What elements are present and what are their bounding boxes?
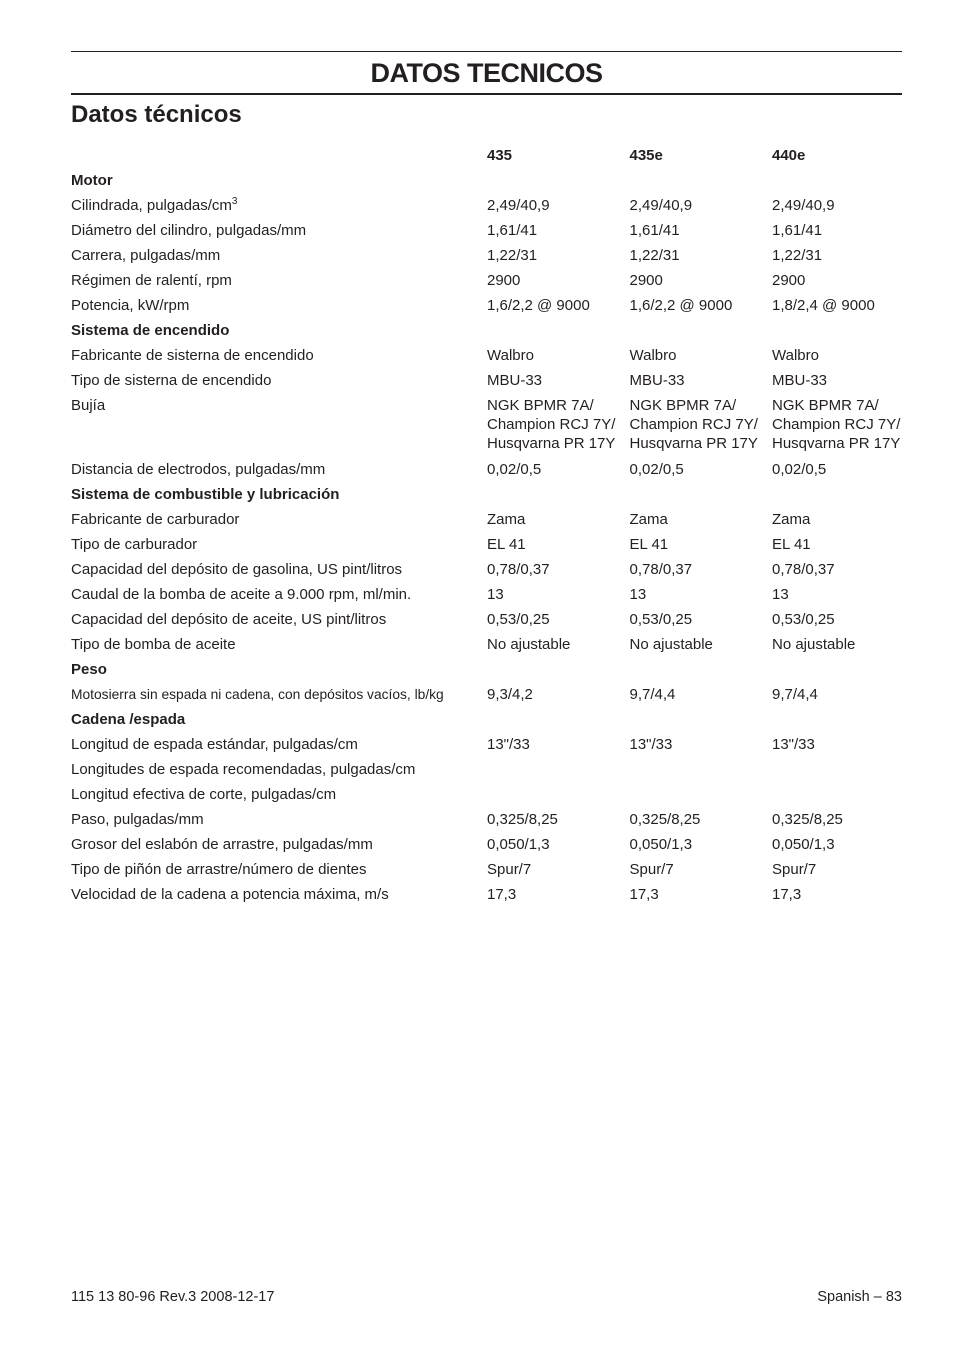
label-text: Potencia, kW/rpm bbox=[71, 297, 190, 314]
spec-value: Spur/7 bbox=[487, 861, 532, 878]
spec-value bbox=[772, 760, 915, 779]
table-row bbox=[71, 393, 902, 457]
spec-label bbox=[71, 835, 487, 854]
spec-value: 1,22/31 bbox=[629, 247, 680, 264]
label-text: Longitudes de espada recomendadas, pulgadas/cm bbox=[71, 761, 416, 778]
spec-value: 0,78/0,37 bbox=[772, 561, 835, 578]
label-text: Caudal de la bomba de aceite a 9.000 rpm, ml/min. bbox=[71, 586, 412, 603]
section-row bbox=[71, 168, 902, 193]
spec-value: 0,050/1,3 bbox=[487, 836, 550, 853]
table-row bbox=[71, 532, 902, 557]
section-label bbox=[71, 660, 487, 679]
spec-value: 2900 bbox=[487, 272, 521, 289]
spec-value: 0,53/0,25 bbox=[629, 611, 693, 628]
spec-value bbox=[487, 785, 630, 804]
table-row bbox=[71, 218, 902, 243]
label-text: Longitud de espada estándar, pulgadas/cm bbox=[71, 736, 358, 753]
header-rule-top bbox=[71, 51, 902, 52]
table-row bbox=[71, 193, 902, 218]
spec-value: 17,3 bbox=[629, 886, 659, 903]
label-text: Régimen de ralentí, rpm bbox=[71, 272, 232, 289]
spec-value: MBU-33 bbox=[772, 372, 828, 389]
spec-value: 2900 bbox=[772, 272, 806, 289]
spec-value: Zama bbox=[772, 511, 811, 528]
spec-value: 2,49/40,9 bbox=[772, 197, 835, 214]
table-row bbox=[71, 343, 902, 368]
table-row bbox=[71, 507, 902, 532]
spec-value: 0,78/0,37 bbox=[629, 561, 693, 578]
table-row bbox=[71, 732, 902, 757]
section-label bbox=[71, 321, 487, 340]
label-text: Paso, pulgadas/mm bbox=[71, 811, 204, 828]
spec-value: 1,61/41 bbox=[629, 222, 680, 239]
spec-value: 1,8/2,4 @ 9000 bbox=[772, 297, 875, 314]
spec-value: 9,7/4,4 bbox=[629, 686, 676, 703]
spec-value: 0,325/8,25 bbox=[772, 811, 843, 828]
spec-label bbox=[71, 271, 487, 290]
spec-value: No ajustable bbox=[629, 636, 713, 653]
table-row bbox=[71, 557, 902, 582]
label-text: Peso bbox=[71, 661, 107, 678]
spec-value: 2,49/40,9 bbox=[629, 197, 693, 214]
spec-value: MBU-33 bbox=[487, 372, 543, 389]
table-row bbox=[71, 857, 902, 882]
spec-value: EL 41 bbox=[772, 536, 811, 553]
spec-value: Walbro bbox=[772, 347, 819, 364]
section-label bbox=[71, 171, 487, 190]
spec-label bbox=[71, 685, 487, 704]
table-row bbox=[71, 368, 902, 393]
spec-value: 2900 bbox=[629, 272, 663, 289]
label-text: Distancia de electrodos, pulgadas/mm bbox=[71, 461, 326, 478]
table-row bbox=[71, 607, 902, 632]
spec-value: EL 41 bbox=[629, 536, 669, 553]
label-superscript: 3 bbox=[231, 196, 238, 207]
spec-value: 1,61/41 bbox=[772, 222, 823, 239]
spec-value: 17,3 bbox=[487, 886, 517, 903]
label-text: Tipo de sisterna de encendido bbox=[71, 372, 272, 389]
spec-table bbox=[71, 143, 902, 907]
spec-value: Zama bbox=[629, 511, 668, 528]
spec-label bbox=[71, 810, 487, 829]
header-rule-bottom bbox=[71, 93, 902, 95]
label-text: Fabricante de sisterna de encendido bbox=[71, 347, 314, 364]
spec-label bbox=[71, 860, 487, 879]
spec-value: EL 41 bbox=[487, 536, 526, 553]
spec-value: Zama bbox=[487, 511, 526, 528]
spec-value: 13"/33 bbox=[487, 736, 530, 753]
table-header-row bbox=[71, 143, 902, 168]
spec-value: 0,53/0,25 bbox=[772, 611, 835, 628]
spec-value: Spur/7 bbox=[629, 861, 674, 878]
spec-value: Walbro bbox=[629, 347, 677, 364]
table-row bbox=[71, 243, 902, 268]
spec-value: 1,6/2,2 @ 9000 bbox=[487, 297, 590, 314]
spec-value: 1,6/2,2 @ 9000 bbox=[629, 297, 733, 314]
spec-label bbox=[71, 460, 487, 479]
spec-label bbox=[71, 610, 487, 629]
label-text: Capacidad del depósito de gasolina, US pint/litros bbox=[71, 561, 403, 578]
section-row bbox=[71, 318, 902, 343]
spec-label bbox=[71, 196, 487, 215]
spec-label bbox=[71, 346, 487, 365]
spec-value: 9,7/4,4 bbox=[772, 686, 818, 703]
spec-label bbox=[71, 371, 487, 390]
table-row bbox=[71, 807, 902, 832]
spec-value: 0,53/0,25 bbox=[487, 611, 550, 628]
spec-value: 13"/33 bbox=[772, 736, 815, 753]
spec-value: 0,02/0,5 bbox=[629, 461, 684, 478]
label-text: Capacidad del depósito de aceite, US pint/litros bbox=[71, 611, 387, 628]
section-label bbox=[71, 485, 487, 504]
section-label bbox=[71, 710, 487, 729]
column-header-435e: 435e bbox=[629, 147, 663, 164]
label-text: Cilindrada, pulgadas/cm bbox=[71, 197, 232, 214]
spec-value: 0,02/0,5 bbox=[772, 461, 827, 478]
label-text: Cadena /espada bbox=[71, 711, 186, 728]
table-body bbox=[71, 168, 902, 907]
spec-value: NGK BPMR 7A/ Champion RCJ 7Y/ Husqvarna PR 17Y bbox=[629, 397, 758, 452]
section-row bbox=[71, 482, 902, 507]
label-text: Sistema de combustible y lubricación bbox=[71, 486, 340, 503]
spec-label bbox=[71, 221, 487, 240]
page-title: DATOS TECNICOS bbox=[370, 58, 603, 88]
label-text: Bujía bbox=[71, 397, 106, 414]
spec-value: No ajustable bbox=[772, 636, 856, 653]
spec-value: Walbro bbox=[487, 347, 534, 364]
label-text: Sistema de encendido bbox=[71, 322, 230, 339]
spec-value: 1,22/31 bbox=[772, 247, 823, 264]
spec-label bbox=[71, 535, 487, 554]
spec-value: 0,325/8,25 bbox=[629, 811, 701, 828]
document-reference: 115 13 80-96 Rev.3 2008-12-17 bbox=[71, 1289, 275, 1305]
spec-label bbox=[71, 396, 487, 453]
table-row bbox=[71, 757, 902, 782]
spec-value: 17,3 bbox=[772, 886, 802, 903]
label-text: Tipo de piñón de arrastre/número de dientes bbox=[71, 861, 367, 878]
spec-value: 13 bbox=[629, 586, 647, 603]
table-row bbox=[71, 632, 902, 657]
spec-value: Spur/7 bbox=[772, 861, 817, 878]
header-spacer bbox=[71, 146, 487, 165]
section-title: Datos técnicos bbox=[71, 101, 242, 128]
table-row bbox=[71, 457, 902, 482]
table-row bbox=[71, 293, 902, 318]
spec-value: 2,49/40,9 bbox=[487, 197, 550, 214]
spec-value bbox=[772, 785, 915, 804]
label-text: Longitud efectiva de corte, pulgadas/cm bbox=[71, 786, 337, 803]
spec-label bbox=[71, 510, 487, 529]
spec-label bbox=[71, 296, 487, 315]
table-row bbox=[71, 682, 902, 707]
column-header-435: 435 bbox=[487, 147, 513, 164]
label-text: Tipo de carburador bbox=[71, 536, 198, 553]
section-row bbox=[71, 657, 902, 682]
label-text: Velocidad de la cadena a potencia máxima, m/s bbox=[71, 886, 389, 903]
spec-label bbox=[71, 246, 487, 265]
spec-label bbox=[71, 735, 487, 754]
spec-value: 0,050/1,3 bbox=[629, 836, 693, 853]
spec-value: 0,78/0,37 bbox=[487, 561, 550, 578]
spec-value: 13"/33 bbox=[629, 736, 673, 753]
spec-label bbox=[71, 560, 487, 579]
label-text: Fabricante de carburador bbox=[71, 511, 240, 528]
spec-value: 1,22/31 bbox=[487, 247, 538, 264]
table-row bbox=[71, 832, 902, 857]
label-text: Grosor del eslabón de arrastre, pulgadas/mm bbox=[71, 836, 373, 853]
spec-value: 13 bbox=[487, 586, 504, 603]
spec-value: 0,050/1,3 bbox=[772, 836, 835, 853]
spec-value: MBU-33 bbox=[629, 372, 685, 389]
spec-value bbox=[630, 785, 773, 804]
label-text: Motosierra sin espada ni cadena, con depósitos vacíos, lb/kg bbox=[71, 687, 444, 702]
table-row bbox=[71, 268, 902, 293]
spec-value: 9,3/4,2 bbox=[487, 686, 533, 703]
spec-value: No ajustable bbox=[487, 636, 571, 653]
label-text: Diámetro del cilindro, pulgadas/mm bbox=[71, 222, 307, 239]
spec-label bbox=[71, 785, 487, 804]
spec-label bbox=[71, 635, 487, 654]
section-row bbox=[71, 707, 902, 732]
spec-value: 1,61/41 bbox=[487, 222, 538, 239]
spec-label bbox=[71, 885, 487, 904]
table-row bbox=[71, 582, 902, 607]
column-header-440e: 440e bbox=[772, 147, 806, 164]
label-text: Carrera, pulgadas/mm bbox=[71, 247, 221, 264]
spec-value: 0,02/0,5 bbox=[487, 461, 542, 478]
spec-label bbox=[71, 585, 487, 604]
page-number: Spanish – 83 bbox=[817, 1289, 902, 1305]
label-text: Tipo de bomba de aceite bbox=[71, 636, 236, 653]
table-row bbox=[71, 882, 902, 907]
spec-value: 0,325/8,25 bbox=[487, 811, 558, 828]
spec-value bbox=[630, 760, 773, 779]
spec-value bbox=[487, 760, 630, 779]
spec-value: NGK BPMR 7A/ Champion RCJ 7Y/ Husqvarna PR 17Y bbox=[772, 397, 901, 452]
spec-label bbox=[71, 760, 487, 779]
spec-value: 13 bbox=[772, 586, 789, 603]
label-text: Motor bbox=[71, 172, 113, 189]
table-row bbox=[71, 782, 902, 807]
spec-value: NGK BPMR 7A/ Champion RCJ 7Y/ Husqvarna PR 17Y bbox=[487, 397, 616, 452]
